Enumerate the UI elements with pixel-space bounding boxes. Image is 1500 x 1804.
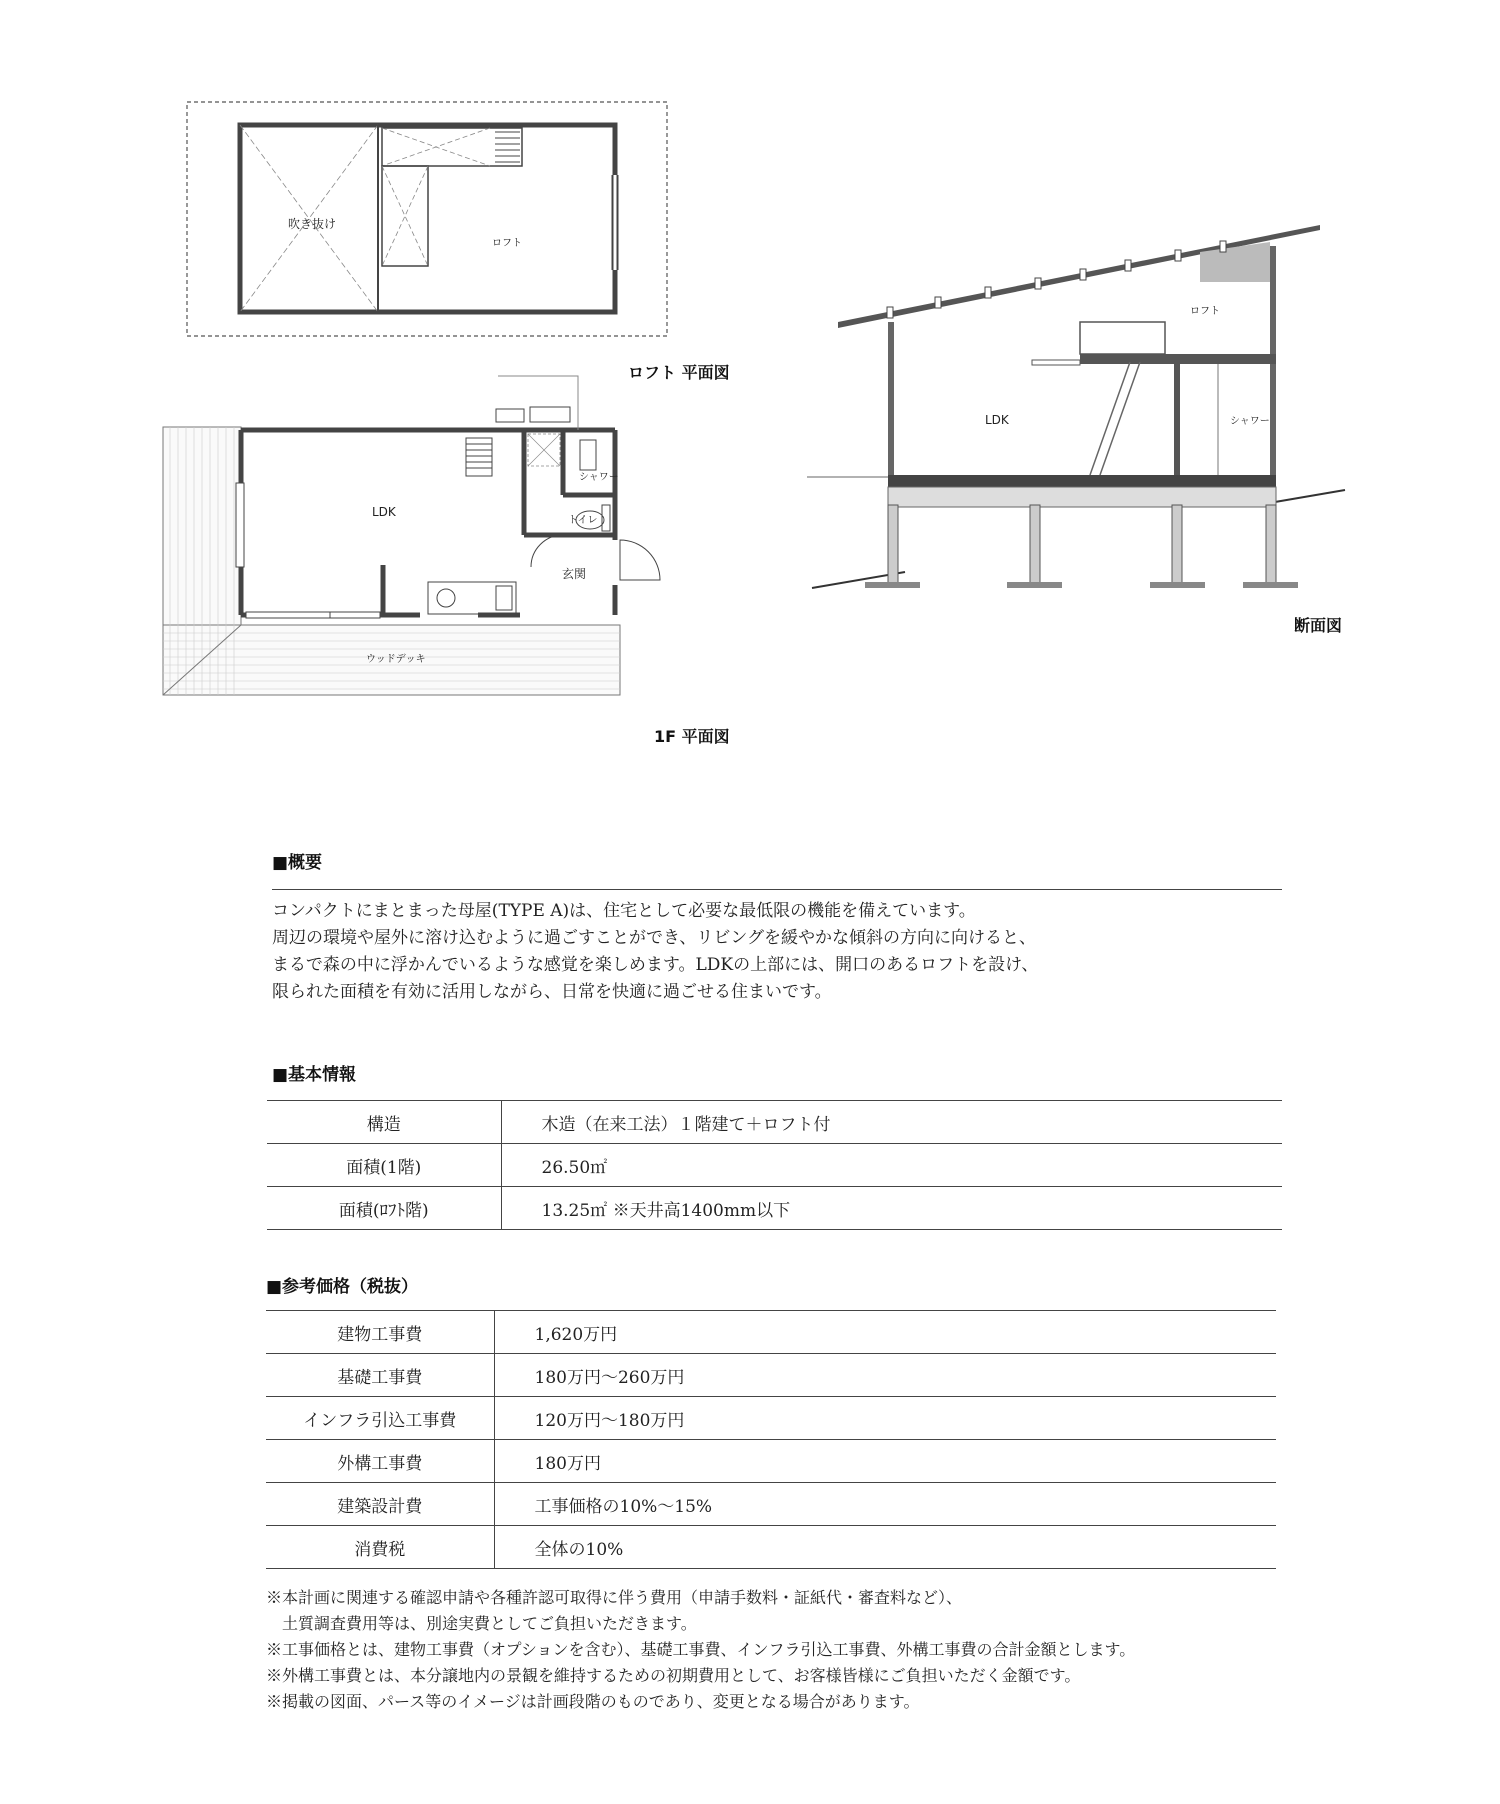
section-ldk-label: LDK bbox=[985, 413, 1009, 427]
row-value: 1,620万円 bbox=[494, 1311, 1276, 1354]
overview-line: 周辺の環境や屋外に溶け込むように過ごすことができ、リビングを緩やかな傾斜の方向に向けると、 bbox=[272, 928, 1036, 948]
loft-room-label: ロフト bbox=[492, 238, 522, 249]
table-row bbox=[267, 1187, 1282, 1230]
table-row bbox=[267, 1101, 1282, 1144]
note-line: ※外構工事費とは、本分譲地内の景観を維持するための初期費用として、お客様皆様にご負担いただく金額です。 bbox=[266, 1666, 1081, 1685]
drawings-svg bbox=[0, 0, 1500, 760]
table-row bbox=[266, 1397, 1276, 1440]
price-table bbox=[266, 1310, 1276, 1569]
section-caption: 断面図 bbox=[1294, 616, 1343, 635]
toilet-label: トイレ bbox=[568, 515, 598, 526]
row-label: 面積(1階) bbox=[267, 1144, 501, 1187]
price-heading: ■参考価格（税抜） bbox=[266, 1277, 419, 1297]
note-line: 土質調査費用等は、別途実費としてご負担いただきます。 bbox=[266, 1614, 697, 1633]
row-value: 工事価格の10%～15% bbox=[494, 1483, 1276, 1526]
row-label: 構造 bbox=[267, 1101, 501, 1144]
note-line: ※工事価格とは、建物工事費（オプションを含む）、基礎工事費、インフラ引込工事費、外構工事費の合計金額とします。 bbox=[266, 1640, 1136, 1659]
entrance-label: 玄関 bbox=[562, 567, 587, 581]
row-label: インフラ引込工事費 bbox=[266, 1397, 494, 1440]
row-value: 180万円 bbox=[494, 1440, 1276, 1483]
table-row bbox=[267, 1144, 1282, 1187]
ground-floor-slab bbox=[888, 475, 1276, 487]
row-value: 120万円～180万円 bbox=[494, 1397, 1276, 1440]
note-line: ※本計画に関連する確認申請や各種許認可取得に伴う費用（申請手数料・証紙代・審査料など）、 bbox=[266, 1588, 963, 1607]
overview-text bbox=[272, 898, 1282, 1006]
notes bbox=[266, 1585, 1446, 1715]
row-label: 消費税 bbox=[266, 1526, 494, 1569]
row-label: 面積(ﾛﾌﾄ階) bbox=[267, 1187, 501, 1230]
overview-line: 限られた面積を有効に活用しながら、日常を快適に過ごせる住まいです。 bbox=[272, 982, 832, 1002]
table-row bbox=[266, 1526, 1276, 1569]
overview-divider bbox=[272, 889, 1282, 890]
deck-label: ウッドデッキ bbox=[366, 654, 426, 665]
note-line: ※掲載の図面、パース等のイメージは計画段階のものであり、変更となる場合があります。 bbox=[266, 1692, 920, 1711]
table-row bbox=[266, 1311, 1276, 1354]
overview-line: コンパクトにまとまった母屋(TYPE A)は、住宅として必要な最低限の機能を備えています。 bbox=[272, 901, 976, 921]
section-shower-label: シャワー bbox=[1230, 416, 1270, 427]
loft-floor bbox=[1080, 354, 1276, 364]
row-value: 木造（在来工法）１階建て＋ロフト付 bbox=[501, 1101, 1282, 1144]
shower-label: シャワー bbox=[579, 472, 619, 483]
row-value: 13.25㎡ ※天井高1400mm以下 bbox=[501, 1187, 1282, 1230]
row-label: 建物工事費 bbox=[266, 1311, 494, 1354]
table-row bbox=[266, 1354, 1276, 1397]
loft-plan-outline bbox=[187, 102, 667, 336]
section-loft-label: ロフト bbox=[1190, 306, 1220, 317]
ldk-label: LDK bbox=[372, 505, 396, 519]
row-value: 180万円～260万円 bbox=[494, 1354, 1276, 1397]
table-row bbox=[266, 1440, 1276, 1483]
row-label: 外構工事費 bbox=[266, 1440, 494, 1483]
basic-info-heading: ■基本情報 bbox=[272, 1065, 357, 1085]
basic-info-table bbox=[267, 1100, 1282, 1230]
row-value: 全体の10% bbox=[494, 1526, 1276, 1569]
row-label: 基礎工事費 bbox=[266, 1354, 494, 1397]
overview-line: まるで森の中に浮かんでいるような感覚を楽しめます。LDKの上部には、開口のあるロフトを設け、 bbox=[272, 955, 1039, 975]
loft-void-label: 吹き抜け bbox=[288, 217, 337, 231]
row-label: 建築設計費 bbox=[266, 1483, 494, 1526]
row-value: 26.50㎡ bbox=[501, 1144, 1282, 1187]
floor-plan-caption: 1F 平面図 bbox=[654, 727, 730, 746]
overview-heading: ■概要 bbox=[272, 853, 323, 873]
loft-plan-caption: ロフト 平面図 bbox=[628, 363, 730, 382]
table-row bbox=[266, 1483, 1276, 1526]
